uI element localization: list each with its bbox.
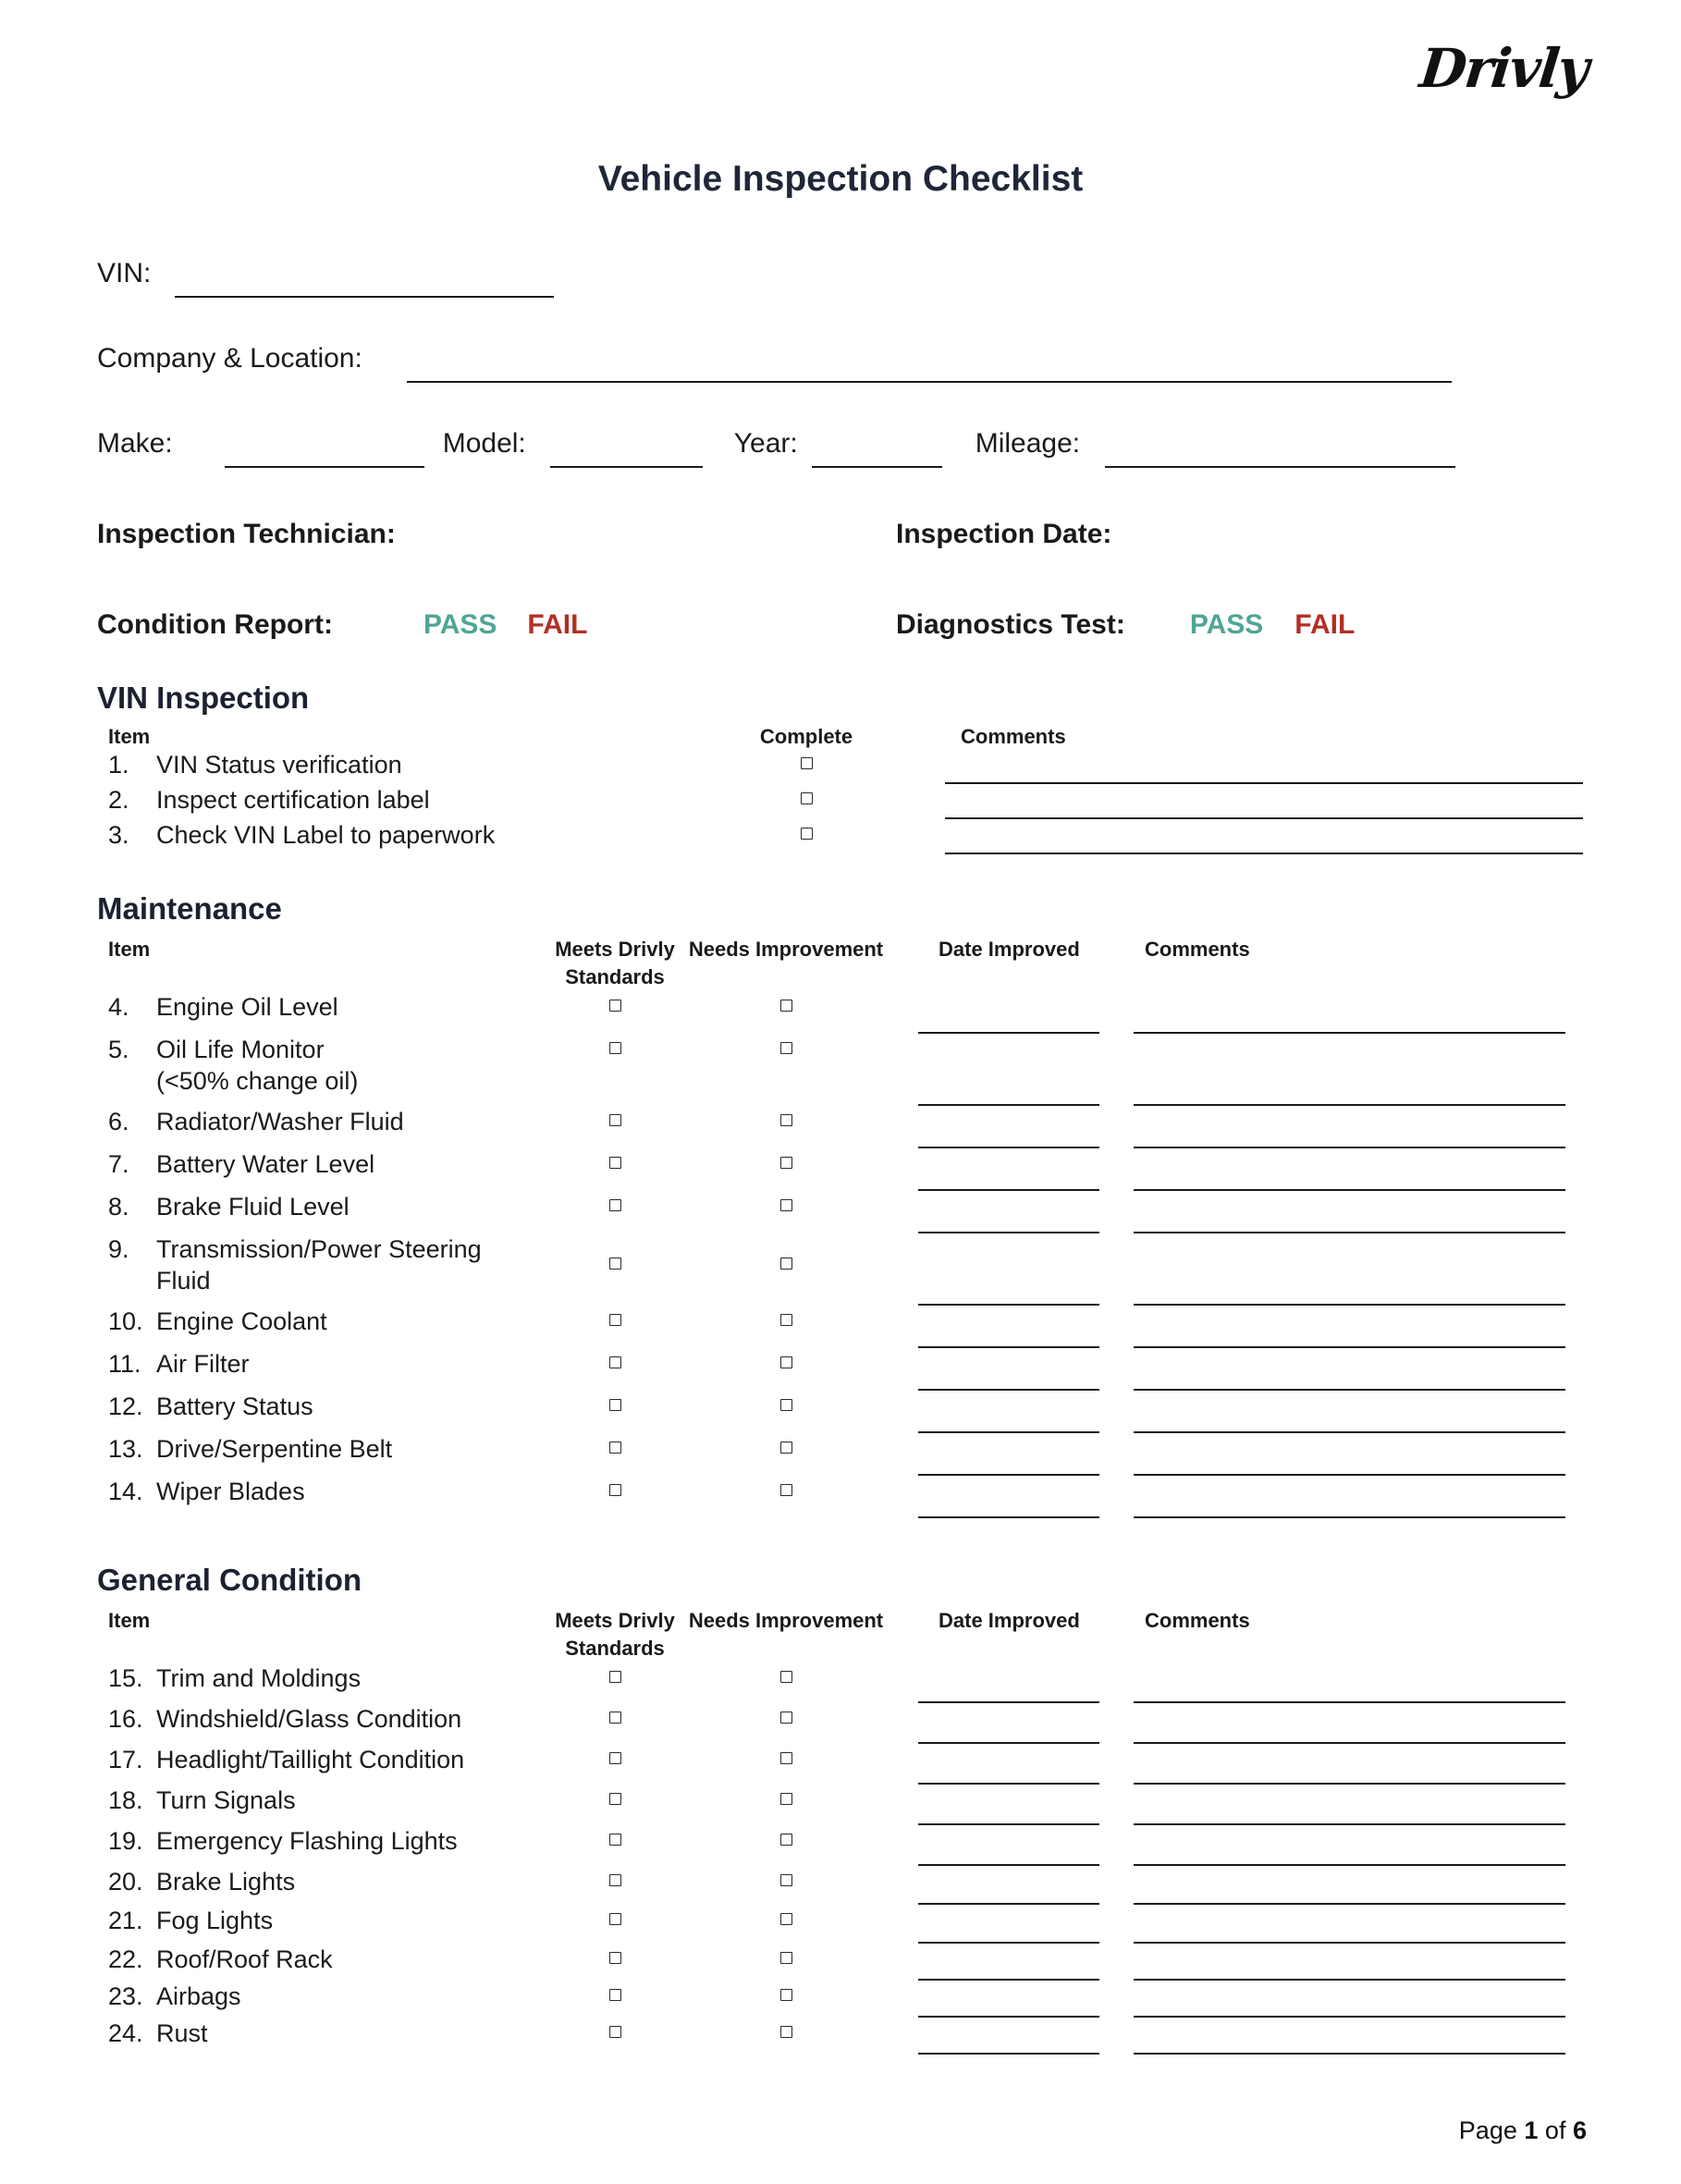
make-label: Make:	[97, 428, 173, 459]
meets-standards-checkbox[interactable]	[609, 1042, 621, 1054]
item-number: 11.	[108, 1350, 141, 1378]
needs-improvement-checkbox[interactable]	[780, 1793, 792, 1805]
meets-standards-checkbox[interactable]	[609, 1712, 621, 1724]
item-number: 8.	[108, 1193, 129, 1221]
meets-standards-checkbox[interactable]	[609, 1399, 621, 1411]
item-label: Rust	[156, 2019, 208, 2047]
meets-standards-checkbox[interactable]	[609, 1356, 621, 1368]
form-content	[0, 248, 1681, 2055]
table-row	[108, 749, 1584, 784]
diagnostics-fail-option[interactable]: FAIL	[1294, 609, 1356, 640]
mileage-input-line[interactable]	[1105, 433, 1455, 468]
column-header-meets-standards: Meets Drivly Standards	[555, 1609, 675, 1660]
drivly-logo: Drivly	[1417, 37, 1590, 100]
column-header-complete: Complete	[759, 725, 853, 748]
inspection-date-label: Inspection Date:	[896, 519, 1112, 549]
section-heading-maintenance: Maintenance	[97, 891, 282, 926]
needs-improvement-checkbox[interactable]	[780, 1000, 792, 1012]
needs-improvement-checkbox[interactable]	[780, 1484, 792, 1496]
needs-improvement-checkbox[interactable]	[780, 1834, 792, 1846]
comments-line[interactable]	[1134, 1511, 1565, 1518]
item-label: Roof/Roof Rack	[156, 1945, 333, 1973]
mileage-label: Mileage:	[975, 428, 1081, 459]
comments-line[interactable]	[1134, 1936, 1565, 1944]
date-improved-line[interactable]	[918, 2010, 1099, 2018]
table-row	[108, 1703, 1584, 1744]
condition-pass-option[interactable]: PASS	[423, 609, 497, 640]
item-label: Radiator/Washer Fluid	[156, 1108, 404, 1135]
table-row	[108, 1476, 1584, 1518]
item-number: 10.	[108, 1307, 143, 1335]
column-header-comments: Comments	[961, 725, 1066, 748]
page-number: 1	[1524, 2117, 1539, 2144]
table-row	[108, 991, 1584, 1034]
diagnostics-pass-option[interactable]: PASS	[1189, 609, 1264, 640]
meets-standards-checkbox[interactable]	[609, 1199, 621, 1211]
vin-label: VIN:	[97, 258, 152, 288]
condition-report-label: Condition Report:	[97, 609, 333, 640]
needs-improvement-checkbox[interactable]	[780, 1114, 792, 1126]
complete-checkbox[interactable]	[801, 757, 813, 769]
item-number: 12.	[108, 1393, 143, 1420]
table-row	[108, 1191, 1584, 1233]
vin-input-line[interactable]	[175, 263, 554, 298]
meets-standards-checkbox[interactable]	[609, 1314, 621, 1326]
item-label: Battery Water Level	[156, 1150, 375, 1178]
date-improved-line[interactable]	[918, 2047, 1099, 2055]
item-label: Air Filter	[156, 1350, 250, 1378]
needs-improvement-checkbox[interactable]	[780, 1752, 792, 1764]
comments-line[interactable]	[1134, 1141, 1565, 1148]
item-label: Transmission/Power Steering	[156, 1235, 482, 1263]
date-improved-line[interactable]	[918, 1859, 1099, 1866]
item-number: 18.	[108, 1786, 143, 1814]
technician-date-row	[97, 509, 1584, 553]
date-improved-line[interactable]	[918, 1383, 1099, 1391]
item-label-line2: Fluid	[156, 1267, 211, 1294]
comments-line[interactable]	[1134, 1383, 1565, 1391]
date-improved-line[interactable]	[918, 1511, 1099, 1518]
item-number: 13.	[108, 1435, 143, 1463]
table-row	[108, 1866, 1584, 1905]
table-row	[108, 1663, 1584, 1703]
comments-line[interactable]	[1134, 2047, 1565, 2055]
table-row	[108, 784, 1584, 819]
date-improved-line[interactable]	[918, 1818, 1099, 1825]
comments-line[interactable]	[1134, 2010, 1565, 2018]
item-number: 4.	[108, 993, 129, 1021]
meets-standards-checkbox[interactable]	[609, 1952, 621, 1964]
comments-line[interactable]	[1134, 1777, 1565, 1785]
date-improved-line[interactable]	[918, 1226, 1099, 1233]
table-row	[108, 1825, 1584, 1866]
table-row	[108, 819, 1584, 854]
table-row	[108, 2018, 1584, 2055]
item-number: 6.	[108, 1108, 129, 1135]
complete-checkbox[interactable]	[801, 828, 813, 840]
condition-fail-option[interactable]: FAIL	[527, 609, 588, 640]
item-label: Check VIN Label to paperwork	[156, 821, 496, 849]
item-number: 19.	[108, 1827, 143, 1855]
date-improved-line[interactable]	[918, 1777, 1099, 1785]
meets-standards-checkbox[interactable]	[609, 2026, 621, 2038]
column-header-item: Item	[108, 725, 151, 748]
comments-line[interactable]	[1134, 1426, 1565, 1433]
company-field-row	[97, 333, 1584, 377]
date-improved-line[interactable]	[918, 1298, 1099, 1306]
meets-standards-checkbox[interactable]	[609, 1752, 621, 1764]
meets-standards-checkbox[interactable]	[609, 1114, 621, 1126]
item-label: Airbags	[156, 1982, 241, 2010]
needs-improvement-checkbox[interactable]	[780, 1042, 792, 1054]
item-label: Trim and Moldings	[156, 1664, 362, 1692]
needs-improvement-checkbox[interactable]	[780, 1989, 792, 2001]
table-row	[108, 1433, 1584, 1476]
date-improved-line[interactable]	[918, 1184, 1099, 1191]
model-label: Model:	[442, 428, 526, 459]
item-label: Inspect certification label	[156, 786, 430, 814]
page-title: Vehicle Inspection Checklist	[597, 159, 1084, 199]
date-improved-line[interactable]	[918, 1141, 1099, 1148]
table-row	[108, 1148, 1584, 1191]
item-number: 17.	[108, 1746, 143, 1773]
meets-standards-checkbox[interactable]	[609, 1793, 621, 1805]
meets-standards-checkbox[interactable]	[609, 1874, 621, 1886]
table-row	[108, 1981, 1584, 2018]
table-row	[108, 1034, 1584, 1106]
item-number: 3.	[108, 821, 129, 849]
date-improved-line[interactable]	[918, 1973, 1099, 1981]
general-condition-table	[108, 1607, 1584, 2055]
complete-checkbox[interactable]	[801, 792, 813, 804]
maintenance-table	[108, 936, 1584, 1518]
column-header-needs-improvement: Needs Improvement	[688, 938, 884, 961]
column-header-meets-standards: Meets Drivly Standards	[555, 938, 675, 988]
vin-field-row	[97, 248, 1584, 292]
date-improved-line[interactable]	[918, 1696, 1099, 1703]
item-number: 15.	[108, 1664, 143, 1692]
date-improved-line[interactable]	[918, 1468, 1099, 1476]
needs-improvement-checkbox[interactable]	[780, 1356, 792, 1368]
item-label-line2: (<50% change oil)	[156, 1067, 359, 1095]
table-row	[108, 1744, 1584, 1785]
vehicle-details-row	[97, 418, 1584, 462]
comments-line[interactable]	[1134, 1859, 1565, 1866]
needs-improvement-checkbox[interactable]	[780, 1874, 792, 1886]
table-row	[108, 1391, 1584, 1433]
column-header-needs-improvement: Needs Improvement	[688, 1609, 884, 1632]
date-improved-line[interactable]	[918, 1098, 1099, 1106]
column-header-date-improved: Date Improved	[939, 1609, 1080, 1632]
comments-line[interactable]	[1134, 1226, 1565, 1233]
comments-line[interactable]	[1134, 1341, 1565, 1348]
item-label: Turn Signals	[156, 1786, 296, 1814]
model-input-line[interactable]	[550, 433, 703, 468]
table-row	[108, 1785, 1584, 1825]
diagnostics-test-label: Diagnostics Test:	[896, 609, 1125, 640]
item-number: 5.	[108, 1036, 129, 1063]
item-label: Emergency Flashing Lights	[156, 1827, 458, 1855]
comments-line[interactable]	[1134, 1696, 1565, 1703]
meets-standards-checkbox[interactable]	[609, 1000, 621, 1012]
condition-diagnostics-row	[97, 599, 1584, 644]
make-input-line[interactable]	[225, 433, 424, 468]
meets-standards-checkbox[interactable]	[609, 1484, 621, 1496]
item-label: Brake Fluid Level	[156, 1193, 350, 1221]
company-location-label: Company & Location:	[97, 343, 362, 374]
item-number: 7.	[108, 1150, 129, 1178]
company-location-input-line[interactable]	[407, 348, 1452, 383]
column-header-item: Item	[108, 1609, 151, 1632]
year-input-line[interactable]	[812, 433, 942, 468]
needs-improvement-checkbox[interactable]	[780, 2026, 792, 2038]
date-improved-line[interactable]	[918, 1026, 1099, 1034]
comments-line[interactable]	[1134, 1897, 1565, 1905]
comments-line[interactable]	[1134, 1973, 1565, 1981]
needs-improvement-checkbox[interactable]	[780, 1399, 792, 1411]
date-improved-line[interactable]	[918, 1426, 1099, 1433]
item-label: Brake Lights	[156, 1868, 296, 1896]
item-label: Headlight/Taillight Condition	[156, 1746, 465, 1773]
date-improved-line[interactable]	[918, 1736, 1099, 1744]
page-footer: Page 1 of 6	[1458, 2117, 1587, 2144]
meets-standards-checkbox[interactable]	[609, 1671, 621, 1683]
comments-line[interactable]	[1134, 1098, 1565, 1106]
year-label: Year:	[733, 428, 798, 459]
needs-improvement-checkbox[interactable]	[780, 1712, 792, 1724]
item-number: 23.	[108, 1982, 143, 2010]
needs-improvement-checkbox[interactable]	[780, 1952, 792, 1964]
general-condition-header-row	[108, 1607, 1584, 1663]
comments-line[interactable]	[1134, 1184, 1565, 1191]
column-header-comments: Comments	[1145, 1609, 1250, 1632]
meets-standards-checkbox[interactable]	[609, 1258, 621, 1270]
item-number: 9.	[108, 1235, 129, 1263]
item-number: 22.	[108, 1945, 143, 1973]
section-heading-vin-inspection: VIN Inspection	[97, 681, 310, 715]
column-header-item: Item	[108, 938, 151, 961]
item-label: Oil Life Monitor	[156, 1036, 325, 1063]
vin-inspection-table	[108, 725, 1584, 854]
item-number: 2.	[108, 786, 129, 814]
comments-line[interactable]	[1134, 1468, 1565, 1476]
item-label: VIN Status verification	[156, 751, 402, 779]
item-label: Fog Lights	[156, 1907, 274, 1934]
meets-standards-checkbox[interactable]	[609, 1157, 621, 1169]
table-row	[108, 1348, 1584, 1391]
maintenance-header-row	[108, 936, 1584, 991]
comments-line[interactable]	[1134, 1736, 1565, 1744]
table-row	[108, 1306, 1584, 1348]
table-row	[108, 1944, 1584, 1981]
meets-standards-checkbox[interactable]	[609, 1913, 621, 1925]
item-number: 16.	[108, 1705, 143, 1733]
item-number: 21.	[108, 1907, 143, 1934]
date-improved-line[interactable]	[918, 1341, 1099, 1348]
item-label: Wiper Blades	[156, 1478, 305, 1505]
comments-line[interactable]	[945, 847, 1583, 854]
needs-improvement-checkbox[interactable]	[780, 1442, 792, 1454]
column-header-date-improved: Date Improved	[939, 938, 1080, 961]
item-number: 20.	[108, 1868, 143, 1896]
inspection-technician-label: Inspection Technician:	[97, 519, 396, 549]
meets-standards-checkbox[interactable]	[609, 1989, 621, 2001]
table-row	[108, 1106, 1584, 1148]
comments-line[interactable]	[1134, 1818, 1565, 1825]
meets-standards-checkbox[interactable]	[609, 1834, 621, 1846]
comments-line[interactable]	[1134, 1026, 1565, 1034]
total-pages: 6	[1572, 2117, 1587, 2144]
needs-improvement-checkbox[interactable]	[780, 1314, 792, 1326]
table-row	[108, 1233, 1584, 1306]
item-label: Engine Oil Level	[156, 993, 338, 1021]
item-label: Windshield/Glass Condition	[156, 1705, 462, 1733]
item-label: Engine Coolant	[156, 1307, 327, 1335]
comments-line[interactable]	[945, 812, 1583, 819]
table-row	[108, 1905, 1584, 1944]
needs-improvement-checkbox[interactable]	[780, 1199, 792, 1211]
needs-improvement-checkbox[interactable]	[780, 1913, 792, 1925]
comments-line[interactable]	[945, 777, 1583, 784]
comments-line[interactable]	[1134, 1298, 1565, 1306]
needs-improvement-checkbox[interactable]	[780, 1671, 792, 1683]
item-number: 24.	[108, 2019, 143, 2047]
needs-improvement-checkbox[interactable]	[780, 1258, 792, 1270]
item-number: 1.	[108, 751, 129, 779]
item-label: Drive/Serpentine Belt	[156, 1435, 393, 1463]
section-heading-general-condition: General Condition	[97, 1563, 362, 1597]
needs-improvement-checkbox[interactable]	[780, 1157, 792, 1169]
item-number: 14.	[108, 1478, 143, 1505]
meets-standards-checkbox[interactable]	[609, 1442, 621, 1454]
date-improved-line[interactable]	[918, 1936, 1099, 1944]
column-header-comments: Comments	[1145, 938, 1250, 961]
date-improved-line[interactable]	[918, 1897, 1099, 1905]
vin-inspection-header-row	[108, 725, 1584, 749]
item-label: Battery Status	[156, 1393, 313, 1420]
